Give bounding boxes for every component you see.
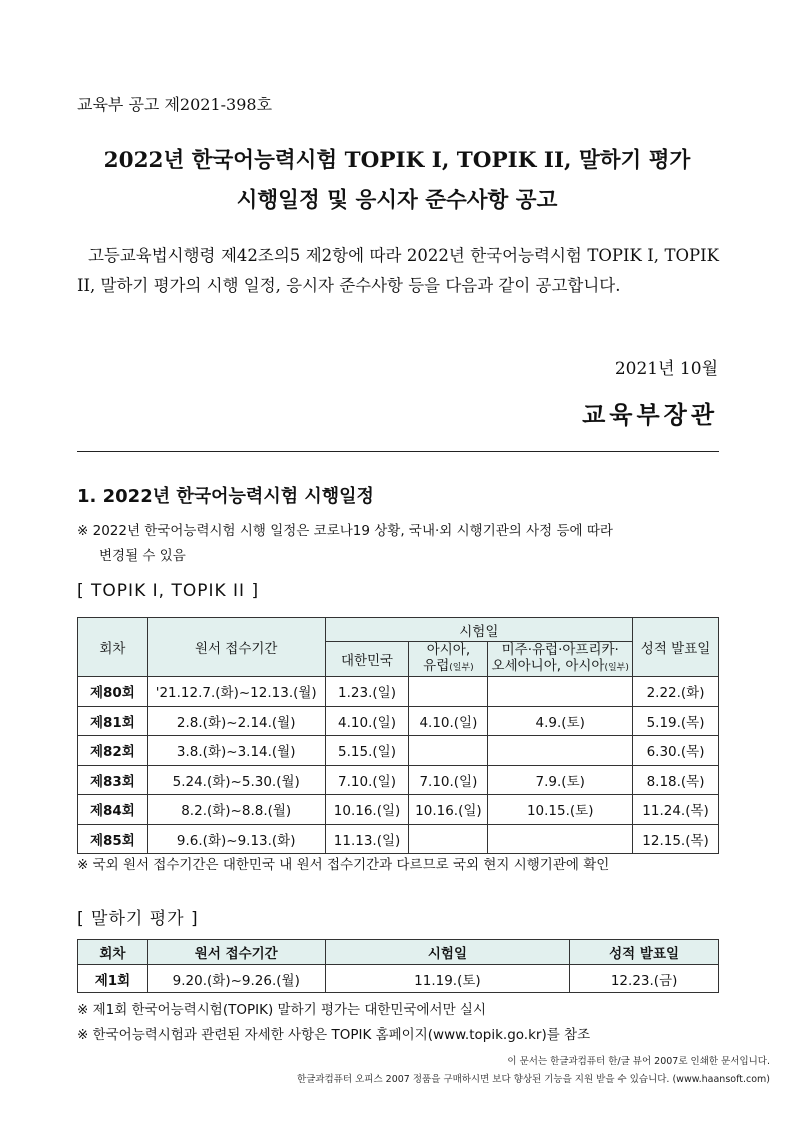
cell-result: 11.24.(목) <box>633 795 719 825</box>
cell-round: 제85회 <box>78 824 148 854</box>
header-america-line1: 미주·유럽·아프리카· <box>501 642 619 658</box>
cell-reception: 8.2.(화)~8.8.(월) <box>147 795 325 825</box>
table-row <box>78 765 719 795</box>
cell-reception: 3.8.(화)~3.14.(월) <box>147 736 325 766</box>
header-asia-line2: 유럽 <box>423 658 450 674</box>
cell-asia: 10.16.(일) <box>409 795 488 825</box>
overseas-note: ※ 국외 원서 접수기간은 대한민국 내 원서 접수기간과 다르므로 국외 현지 시행기관에 확인 <box>77 857 610 873</box>
issue-date: 2021년 10월 <box>614 359 718 379</box>
cell-result: 12.15.(목) <box>633 824 719 854</box>
title-line-1: 2022년 한국어능력시험 TOPIK I, TOPIK II, 말하기 평가 <box>103 148 691 173</box>
cell-asia <box>409 736 488 766</box>
intro-paragraph <box>77 241 719 301</box>
table-row <box>78 965 719 993</box>
cell-round: 제81회 <box>78 706 148 736</box>
cell-asia <box>409 824 488 854</box>
header-result: 성적 발표일 <box>570 940 719 965</box>
topik-schedule-table <box>77 617 719 854</box>
cell-result: 6.30.(목) <box>633 736 719 766</box>
cell-exam-date: 11.19.(토) <box>325 965 570 993</box>
title-line-2: 시행일정 및 응시자 준수사항 공고 <box>236 188 558 213</box>
homepage-note: ※ 한국어능력시험과 관련된 자세한 사항은 TOPIK 홈페이지(www.topik.go.kr)를 참조 <box>77 1027 591 1043</box>
cell-result: 2.22.(화) <box>633 677 719 707</box>
header-result: 성적 발표일 <box>633 618 719 677</box>
speaking-schedule-table <box>77 939 719 993</box>
header-america-partial: (일부) <box>604 663 629 673</box>
header-exam-date: 시험일 <box>325 940 570 965</box>
cell-korea: 4.10.(일) <box>325 706 409 736</box>
cell-america: 7.9.(토) <box>488 765 633 795</box>
cell-asia <box>409 677 488 707</box>
cell-round: 제82회 <box>78 736 148 766</box>
cell-reception: 5.24.(화)~5.30.(월) <box>147 765 325 795</box>
cell-round: 제83회 <box>78 765 148 795</box>
header-reception: 원서 접수기간 <box>147 940 325 965</box>
cell-reception: 2.8.(화)~2.14.(월) <box>147 706 325 736</box>
cell-america <box>488 736 633 766</box>
table-row <box>78 795 719 825</box>
cell-reception: '21.12.7.(화)~12.13.(월) <box>147 677 325 707</box>
cell-korea: 10.16.(일) <box>325 795 409 825</box>
schedule-note-line1: ※ 2022년 한국어능력시험 시행 일정은 코로나19 상황, 국내·외 시행기관의 사정 등에 따라 <box>77 523 613 539</box>
cell-round: 제80회 <box>78 677 148 707</box>
cell-result: 12.23.(금) <box>570 965 719 993</box>
header-korea: 대한민국 <box>325 642 409 677</box>
header-reception: 원서 접수기간 <box>147 618 325 677</box>
cell-america: 10.15.(토) <box>488 795 633 825</box>
section-title: 1. 2022년 한국어능력시험 시행일정 <box>77 486 374 507</box>
header-america <box>488 642 633 677</box>
cell-reception: 9.6.(화)~9.13.(화) <box>147 824 325 854</box>
header-asia-partial: (일부) <box>449 663 474 673</box>
divider <box>77 451 719 452</box>
cell-america <box>488 677 633 707</box>
speaking-note: ※ 제1회 한국어능력시험(TOPIK) 말하기 평가는 대한민국에서만 실시 <box>77 1002 487 1018</box>
footer-line-2: 한글과컴퓨터 오피스 2007 정품을 구매하시면 보다 향상된 기능을 지원 받을 수 있습니다. (www.haansoft.com) <box>297 1074 770 1085</box>
header-asia <box>409 642 488 677</box>
cell-korea: 1.23.(일) <box>325 677 409 707</box>
cell-round: 제1회 <box>78 965 148 993</box>
header-exam-date: 시험일 <box>325 618 633 642</box>
table-row <box>78 706 719 736</box>
header-round: 회차 <box>78 940 148 965</box>
cell-result: 8.18.(목) <box>633 765 719 795</box>
header-round: 회차 <box>78 618 148 677</box>
schedule-note <box>77 519 719 569</box>
cell-asia: 7.10.(일) <box>409 765 488 795</box>
table-row <box>78 824 719 854</box>
cell-reception: 9.20.(화)~9.26.(월) <box>147 965 325 993</box>
cell-round: 제84회 <box>78 795 148 825</box>
cell-america: 4.9.(토) <box>488 706 633 736</box>
cell-korea: 5.15.(일) <box>325 736 409 766</box>
speaking-heading: [ 말하기 평가 ] <box>77 909 199 929</box>
table-row <box>78 736 719 766</box>
cell-korea: 11.13.(일) <box>325 824 409 854</box>
footer-line-1: 이 문서는 한글과컴퓨터 한/글 뷰어 2007로 인쇄한 문서입니다. <box>507 1056 770 1067</box>
cell-result: 5.19.(목) <box>633 706 719 736</box>
issuer: 교육부장관 <box>582 400 718 429</box>
schedule-note-line2: 변경될 수 있음 <box>99 548 186 564</box>
header-asia-line1: 아시아, <box>426 642 471 658</box>
intro-text: 고등교육법시행령 제42조의5 제2항에 따라 2022년 한국어능력시험 TOPIK I, TOPIK II, 말하기 평가의 시행 일정, 응시자 준수사항 등을 다음과 같이 공고합니다. <box>77 246 719 295</box>
notice-number: 교육부 공고 제2021-398호 <box>77 95 273 114</box>
header-america-line2: 오세아니아, 아시아 <box>491 658 605 674</box>
cell-america <box>488 824 633 854</box>
topik-heading: [ TOPIK I, TOPIK II ] <box>77 581 260 601</box>
cell-korea: 7.10.(일) <box>325 765 409 795</box>
table-row <box>78 677 719 707</box>
cell-asia: 4.10.(일) <box>409 706 488 736</box>
